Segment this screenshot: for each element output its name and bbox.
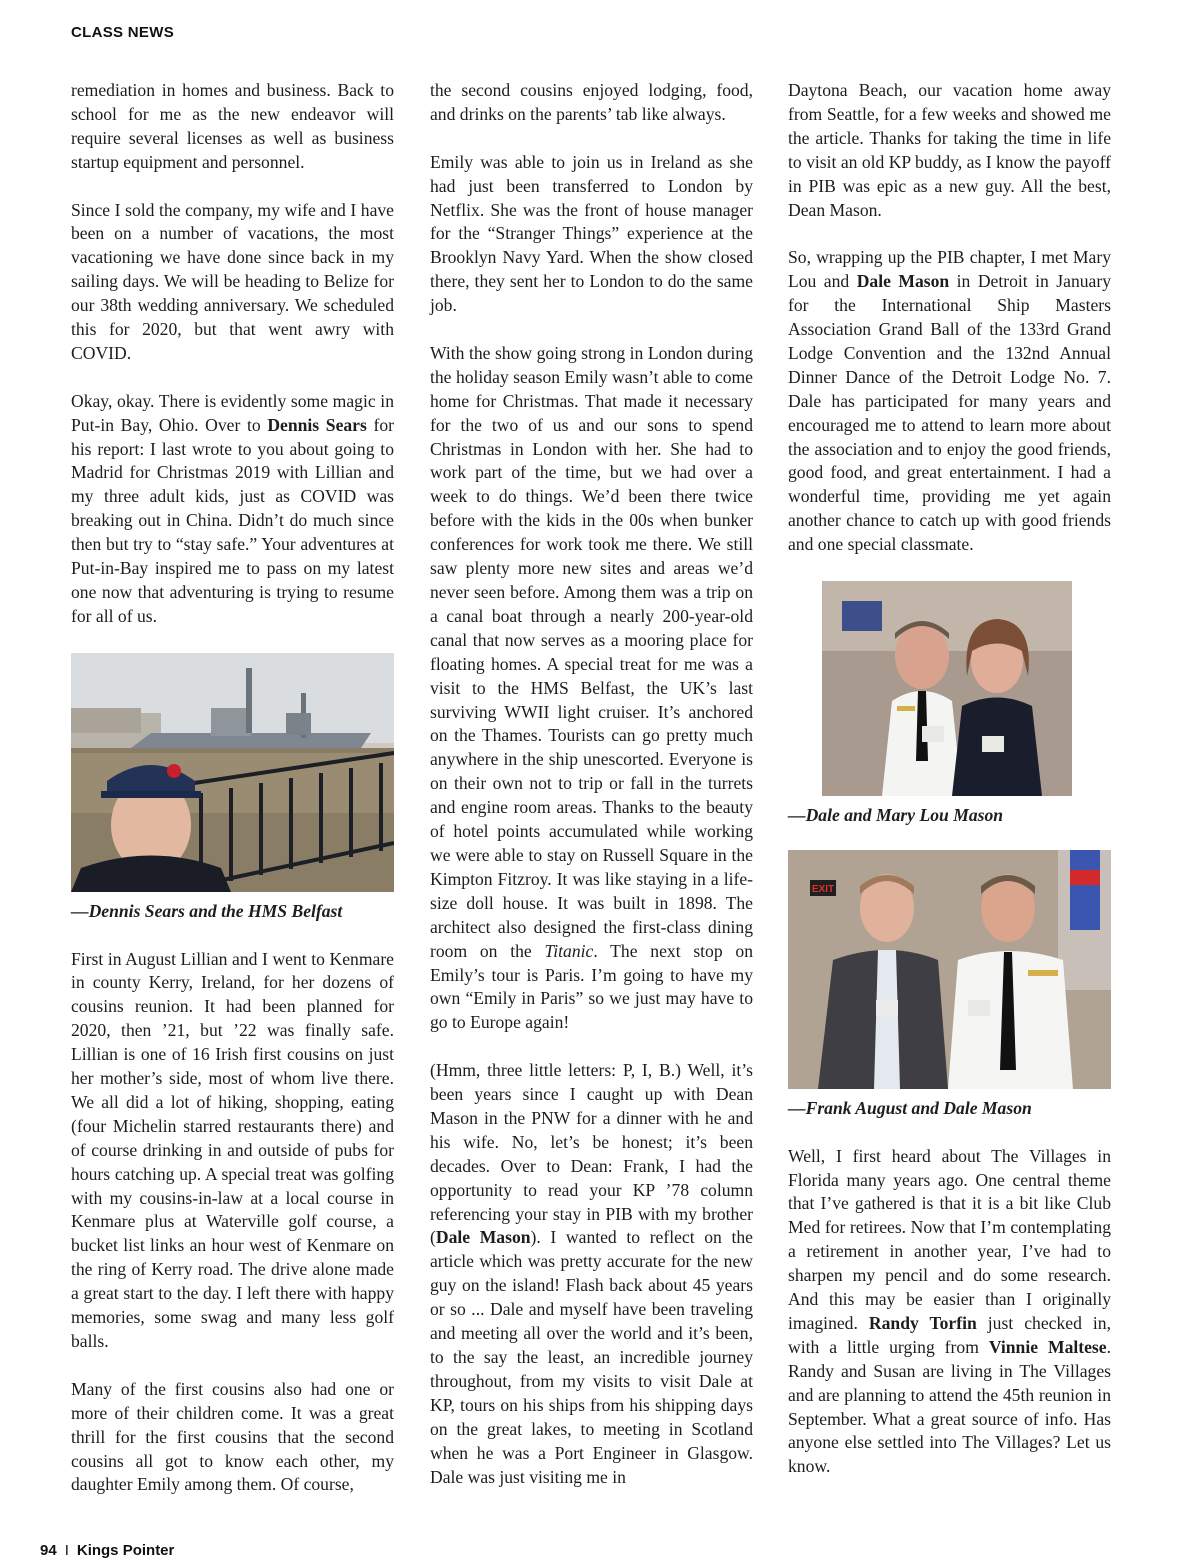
paragraph: Okay, okay. There is evidently some magic in Put-in Bay, Ohio. Over to Dennis Sears for his report: I last wrote to you about going to Madrid for Christmas 2019 with Lillian and my three adult kids, just as COVID was breaking out in China. Didn’t do much since then but try to “stay safe.” Your adventures at Put-in-Bay inspired me to pass on my latest one now that adventuring is trying to resume for all of us.: [71, 390, 395, 626]
paragraph: Emily was able to join us in Ireland as she had just been transferred to London by Netflix. She was the front of house manager for the “Stranger Things” experience at the Brooklyn Navy Yard. When the show closed there, they sent her to London to do the same job.: [430, 151, 753, 316]
paragraph: With the show going strong in London during the holiday season Emily wasn’t able to come home for Christmas. That made it necessary for the two of us and our sons to spend Christmas in London with her. She had to work part of the time, but we had over a week to do things. We’d been there twice before with the kids in the 00s when bunker conferences for work took me there. We still saw plenty more new sites and areas we’d never seen before. Among them was a trip on a canal boat through a nearly 200-year-old canal that now serves as a mooring place for floating homes. A special treat for me was a visit to the HMS Belfast, the UK’s last surviving WWII light cruiser. It’s anchored on the Thames. Tourists can go pretty much anywhere in the ship unescorted. Everyone is on their own not to trip or fall in the turrets and engine room areas. Thanks to the beauty of hotel points accumulated while working we were able to stay on Russell Square in the Kimpton Fitzroy. It was like staying in a life-size doll house. It was built in 1898. The architect also designed the first-class dining room on the Titanic. The next stop on Emily’s tour is Paris. I’m going to have my own “Emily in Paris” so we just may have to go to Europe again!: [430, 342, 753, 1033]
ship-name: Titanic: [544, 940, 594, 961]
column-3: [788, 79, 1111, 1503]
paragraph: remediation in homes and business. Back to school for me as the new endeavor will require several licenses as well as business startup equipment and personnel.: [71, 80, 394, 172]
photo-caption: —Dennis Sears and the HMS Belfast: [71, 900, 343, 921]
paragraph: So, wrapping up the PIB chapter, I met Mary Lou and Dale Mason in Detroit in January for the International Ship Masters Association Grand Ball of the 133rd Grand Lodge Convention and the 132nd Annual Dinner Dance of the Detroit Lodge No. 7. Dale has participated for many years and encouraged me to attend to learn more about the association and to enjoy the good friends, good food, and great entertainment. I had a wonderful time, providing me yet again another chance to catch up with good friends and one special classmate.: [788, 247, 1112, 555]
paragraph: Well, I first heard about The Villages in Florida many years ago. One central theme that I’ve gathered is that it is a bit like Club Med for retirees. Now that I’m contemplating a retirement in another year, I’ve had to sharpen my pencil and do some research. And this may be easier than I originally imagined. Randy Torfin just checked in, with a little urging from Vinnie Maltese. Randy and Susan are living in The Villages and are planning to attend the 45th reunion in September. What a great source of info. Has anyone else settled into The Villages? Let us know.: [788, 1145, 1111, 1477]
photo-frank-august-dale-mason: [788, 850, 1111, 1089]
exit-sign: EXIT: [811, 883, 835, 895]
paragraph: First in August Lillian and I went to Kenmare in county Kerry, Ireland, for her dozens of cousins reunion. It had been planned for 2020, then ’21, but ’22 was finally safe. Lillian is one of 16 Irish first cousins on just her mother’s side, most of whom live there. We all did a lot of hiking, shopping, eating (four Michelin starred restaurants there) and of course drinking in and outside of pubs for hours catching up. A special treat was golfing with my cousins-in-law at a local course in Kenmare plus at Waterville golf course, a bucket list links an hour west of Kenmare on the ring of Kerry road. The drive alone made a great start to the day. I left there with happy memories, some swag and many less golf balls.: [71, 948, 394, 1351]
classmate-name: Vinnie Maltese: [988, 1336, 1107, 1357]
photo-dale-mary-lou-mason: [822, 581, 1072, 796]
column-1: [71, 79, 394, 1521]
paragraph: Daytona Beach, our vacation home away from Seattle, for a few weeks and showed me the article. Thanks for taking the time in life to visit an old KP buddy, as I know the payoff in PIB was epic as a new guy. All the best, Dean Mason.: [788, 80, 1111, 220]
column-2: [430, 79, 753, 1513]
classmate-name: Dennis Sears: [267, 414, 367, 435]
paragraph: Since I sold the company, my wife and I have been on a number of vacations, the most vacationing we have done since back in my sailing days. We will be heading to Belize for our 38th wedding anniversary. We scheduled this for 2020, but that went awry with COVID.: [71, 199, 394, 363]
publication-name: Kings Pointer: [76, 1542, 175, 1559]
paragraph: the second cousins enjoyed lodging, food, and drinks on the parents’ tab like always.: [430, 80, 753, 124]
photo-caption: —Dale and Mary Lou Mason: [788, 805, 1004, 825]
photo-caption: —Frank August and Dale Mason: [788, 1097, 1032, 1118]
classmate-name: Dale Mason: [435, 1227, 531, 1248]
photo-dennis-sears-belfast: [71, 653, 394, 892]
page-number: 94: [40, 1542, 57, 1559]
section-label: CLASS NEWS: [71, 24, 175, 41]
page-footer: [40, 1542, 174, 1559]
classmate-name: Dale Mason: [856, 271, 950, 292]
paragraph: (Hmm, three little letters: P, I, B.) Well, it’s been years since I caught up with Dean Mason in the PNW for a dinner with he and his wife. No, let’s be honest; it’s been decades. Over to Dean: Frank, I had the opportunity to read your KP ’78 column referencing your stay in PIB with my brother (Dale Mason). I wanted to reflect on the article which was pretty accurate for the new guy on the island! Flash back about 45 years or so ... Dale and myself have been traveling and meeting all over the world and it’s been, to the say the least, an incredible journey throughout, from my visits to visit Dale at KP, tours on his ships from his shipping days on the great lakes, to meeting in Scotland when he was a Port Engineer in Glasgow. Dale was just visiting me in: [430, 1060, 753, 1487]
footer-separator: I: [64, 1542, 69, 1559]
paragraph: Many of the first cousins also had one or more of their children come. It was a great thrill for the first cousins that the second cousins all got to know each other, my daughter Emily among them. Of course,: [71, 1378, 394, 1495]
classmate-name: Randy Torfin: [868, 1312, 977, 1333]
